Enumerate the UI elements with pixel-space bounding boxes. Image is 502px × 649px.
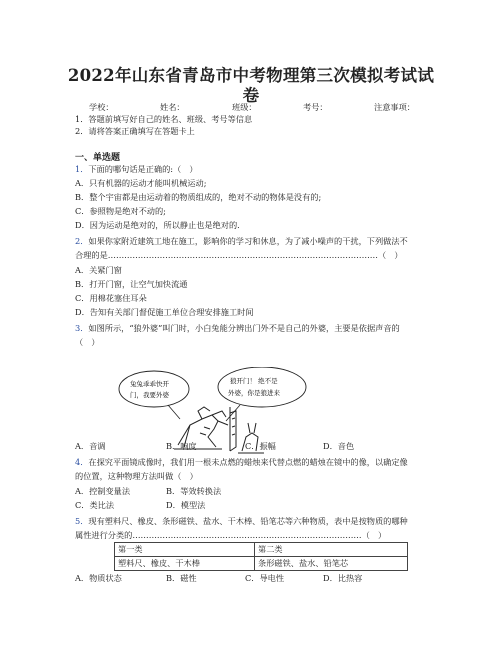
question-text: 下面的哪句话是正确的:（ ） [88, 164, 198, 174]
question-1-stem [75, 163, 435, 175]
notes-field: 注意事项： [374, 102, 415, 112]
option: C．导电性 [245, 573, 285, 583]
option: B．响度 [166, 441, 197, 451]
note-1: 1．答题前填写好自己的姓名、班级、考号等信息 [75, 114, 253, 124]
bubble-right-line2: 外婆，你是狼进来 [228, 389, 280, 397]
question-5-stem-cont: 属性进行分类的…………………………………………………………………………（ ） [75, 530, 387, 540]
question-number: 5． [75, 516, 89, 526]
option: D．比热容 [323, 573, 363, 583]
class-field: 班级： [232, 102, 257, 112]
option: C．振幅 [245, 441, 276, 451]
question-number: 1． [75, 164, 89, 174]
question-text: 如图所示，“狼外婆”叫门时，小白兔能分辨出门外不是自己的外婆，主要是依据声音的 [88, 323, 400, 333]
exam-number-field: 考号： [303, 102, 328, 112]
option: D．音色 [323, 441, 355, 451]
question-number: 2． [75, 236, 89, 246]
table-cell: 第二类 [255, 543, 408, 557]
bubble-right-line1: 狼开门！ 绝不是 [230, 377, 278, 385]
classification-table [114, 542, 408, 571]
table-row [115, 543, 408, 557]
exam-title-line2: 卷 [242, 86, 260, 105]
option: A．音调 [75, 441, 106, 451]
question-number: 4． [75, 457, 89, 467]
exam-title-line1: 2022年山东省青岛市中考物理第三次模拟考试试 [67, 66, 435, 85]
option: A．只有机器的运动才能叫机械运动; [75, 178, 207, 188]
bubble-left-line1: 兔兔乖乖快开 [130, 380, 169, 388]
question-text: 现有塑料尺、橡皮、条形磁铁、盐水、干木棒、铅笔芯等六种物质，表中是按物质的哪种 [88, 516, 408, 526]
question-4-stem [75, 456, 435, 468]
table-row [115, 557, 408, 571]
option: B．等效转换法 [166, 486, 222, 496]
option: C．类比法 [75, 500, 115, 510]
table-cell: 条形磁铁、盐水、铅笔芯 [255, 557, 408, 571]
note-2: 2．请将答案正确填写在答题卡上 [75, 126, 195, 136]
question-text: 如果你家附近建筑工地在施工，影响你的学习和休息，为了减小噪声的干扰，下列做法不 [88, 236, 408, 246]
option: A．控制变量法 [75, 486, 131, 496]
question-number: 3． [75, 323, 89, 333]
option: C．参照物是绝对不动的; [75, 206, 166, 216]
option: B．磁性 [166, 573, 197, 583]
option: B．整个宇宙都是由运动着的物质组成的，绝对不动的物体是没有的; [75, 192, 322, 202]
question-2-stem [75, 235, 435, 247]
option: B．打开门窗，让空气加快流通 [75, 279, 188, 289]
table-cell: 塑料尺、橡皮、干木棒 [115, 557, 255, 571]
option: C．用棉花塞住耳朵 [75, 293, 147, 303]
name-field: 姓名： [160, 102, 185, 112]
option: D．因为运动是绝对的，所以静止也是绝对的． [75, 220, 246, 230]
table-cell: 第一类 [115, 543, 255, 557]
section-heading: 一、单选题 [75, 153, 121, 163]
question-3-stem [75, 322, 435, 334]
school-field: 学校： [89, 102, 114, 112]
bubble-left-line2: 门，我要外婆 [130, 391, 169, 399]
question-5-stem [75, 515, 435, 527]
option: D．模型法 [166, 500, 206, 510]
question-4-stem-cont: 的位置，这种物理方法叫做（ ） [75, 471, 198, 481]
option: A．物质状态 [75, 573, 122, 583]
question-2-stem-cont: 合理的是………………………………………………………………………………………（ ） [75, 250, 403, 260]
question-text: 在探究平面镜成像时，我们用一根未点燃的蜡烛来代替点燃的蜡烛在镜中的像，以确定像 [88, 457, 408, 467]
option: D．告知有关部门督促施工单位合理安排施工时间 [75, 307, 254, 317]
option: A．关紧门窗 [75, 265, 122, 275]
question-3-stem-cont: （ ） [75, 337, 100, 347]
